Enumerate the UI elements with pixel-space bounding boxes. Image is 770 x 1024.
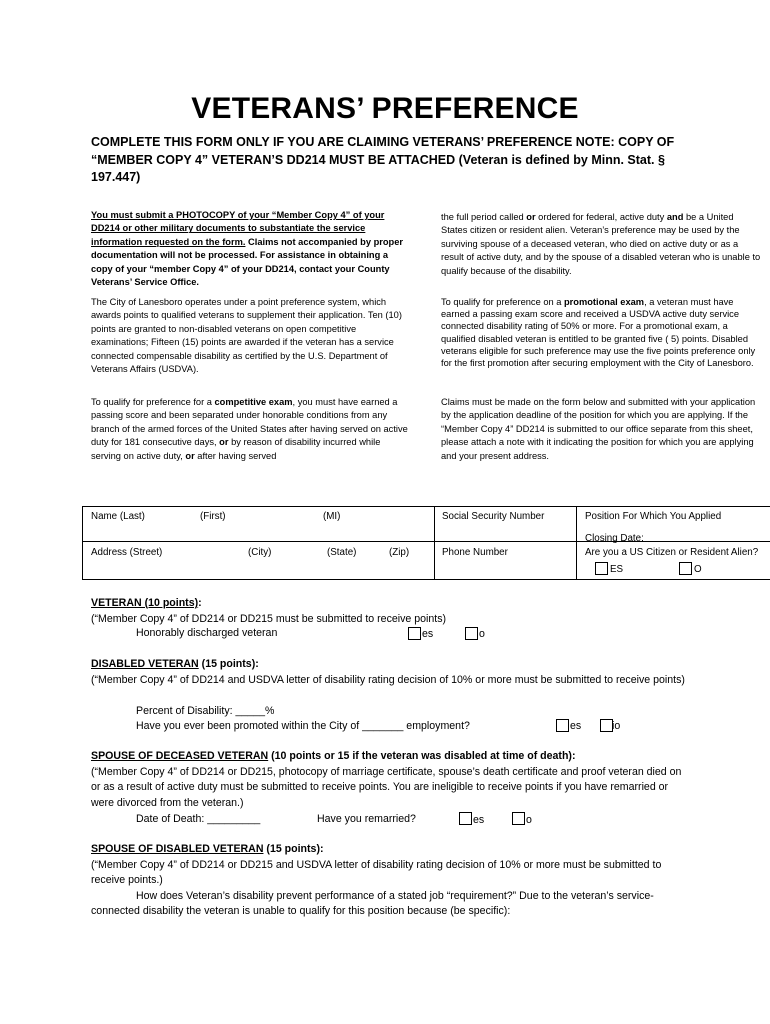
row-divider (83, 541, 770, 542)
right-para-2 (441, 296, 761, 369)
remarried-question: Have you remarried? (317, 813, 416, 825)
citizen-yes-checkbox[interactable] (595, 562, 608, 575)
text-run: , a veteran must have earned a passing exam score and received a USDVA active duty service connected disability rating of 50% or more. For a promotional exam, a qualified disabled veteran is entitled to be granted five ( 5) points. Disabled veterans eligible for such preference may use the five points preference only for the first promotion after securing employment with the City of Lanesboro. (441, 297, 756, 369)
city-label[interactable]: (City) (248, 547, 272, 558)
photocopy-requirement: You must submit a PHOTOCOPY of your “Member Copy 4” of your DD214 or other military documents to substantiate the service information requested on the form. (91, 210, 385, 247)
text-run: , you must have earned a passing score and been separated under honorable conditions from any branch of the armed forces of the United States after having served on active duty for 181 consecutive days, (91, 397, 408, 448)
percent-disability-field[interactable]: Percent of Disability: _____% (136, 705, 275, 717)
closing-date-label[interactable]: Closing Date: (585, 533, 644, 544)
honorable-no-label: o (479, 628, 485, 640)
right-para-1 (441, 211, 761, 278)
promoted-yes-checkbox[interactable] (556, 719, 569, 732)
disabled-spouse-section (91, 842, 691, 920)
address-street-label[interactable]: Address (Street) (91, 547, 163, 558)
honorable-no-checkbox[interactable] (465, 627, 478, 640)
intro-note: COMPLETE THIS FORM ONLY IF YOU ARE CLAIMING VETERANS’ PREFERENCE NOTE: COPY OF “MEMBER COPY 4” VETERAN’S DD214 MUST BE ATTACHED (Veteran is defined by Minn. Stat. § 197.447) (91, 135, 675, 184)
veteran-section (91, 596, 691, 627)
claims-text: Claims must be made on the form below and submitted with your application by the application deadline of the position for which you are applying. If the “Member Copy 4” DD214 is submitted to our office separate from this sheet, please attach a note with it indicating the position for which you are applying and your present address. (441, 397, 756, 461)
text-run: by reason of disability incurred while serving on active duty, (91, 437, 381, 461)
disabled-spouse-note: (“Member Copy 4” of DD214 or DD215 and USDVA letter of disability rating decision of 10% or more must be submitted to receive points.) (91, 858, 662, 887)
citizen-question: Are you a US Citizen or Resident Alien? (585, 547, 759, 558)
text-run-bold: promotional exam (564, 297, 645, 307)
disabled-veteran-heading: DISABLED VETERAN (91, 658, 199, 670)
text-run-bold: or (185, 450, 195, 461)
text-run-bold: or (219, 437, 229, 448)
text-run: the full period called (441, 212, 527, 222)
veteran-note: (“Member Copy 4” of DD214 or DD215 must be submitted to receive points) (91, 612, 447, 625)
citizen-no-label: O (694, 564, 702, 575)
text-run: To qualify for preference on a (441, 297, 564, 307)
documentation-note: Claims not accompanied by proper documentation will not be processed. For assistance in obtaining a copy of your “member Copy 4” of your DD214, contact your County Veterans’ Service Office. (91, 236, 404, 288)
promoted-question: Have you ever been promoted within the City of _______ employment? (136, 720, 470, 732)
citizen-yes-label: ES (610, 564, 624, 575)
deceased-note: (“Member Copy 4” of DD214 or DD215, photocopy of marriage certificate, spouse’s death certificate and proof veteran died on or as a result of active duty must be submitted to receive points. You are ineligible to receive points if you have remarried or were divorced from the veteran.) (91, 765, 682, 809)
text-run-bold: and (666, 212, 684, 222)
point-system-text: The City of Lanesboro operates under a point preference system, which awards points to qualified veterans to supplement their application. Ten (10) points are granted to non-disabled veterans on open competitive examinations; Fifteen (15) points are awarded if the veteran has a service connected compensable disability as certified by the U.S. Department of Veterans Affairs (USDVA). (91, 297, 402, 375)
deceased-spouse-heading: SPOUSE OF DECEASED VETERAN (91, 750, 269, 762)
honorable-yes-label: es (422, 628, 434, 640)
position-label[interactable]: Position For Which You Applied (585, 511, 722, 522)
text-run: To qualify for preference for a (91, 397, 215, 407)
left-para-2 (91, 296, 409, 376)
remarried-yes-checkbox[interactable] (459, 812, 472, 825)
date-of-death-field[interactable]: Date of Death: _________ (136, 813, 261, 825)
page-title: VETERANS’ PREFERENCE (191, 92, 579, 125)
text-run: after having served (194, 450, 277, 461)
disabled-veteran-section (91, 657, 691, 688)
right-para-3 (441, 396, 761, 463)
col-divider (434, 507, 435, 579)
disabled-spouse-points: (15 points): (263, 843, 324, 855)
col-divider (576, 507, 577, 579)
phone-label[interactable]: Phone Number (442, 547, 508, 558)
heading-colon: : (198, 597, 202, 609)
promoted-no-label: io (612, 720, 621, 732)
disabled-spouse-heading: SPOUSE OF DISABLED VETERAN (91, 843, 264, 855)
disabled-note: (“Member Copy 4” of DD214 and USDVA letter of disability rating decision of 10% or more must be submitted to receive points) (91, 673, 685, 686)
applicant-info-table (82, 506, 770, 580)
text-run: be a United States citizen or resident alien. Veteran’s preference may be used by the surviving spouse of a deceased veteran, who died on active duty or as a result of active duty, and by the spouse of a disabled veteran who is unable to qualify because of the disability. (441, 212, 761, 276)
ssn-label[interactable]: Social Security Number (442, 511, 545, 522)
promoted-yes-label: es (570, 720, 582, 732)
zip-label[interactable]: (Zip) (389, 547, 410, 558)
left-para-3 (91, 396, 409, 463)
remarried-no-checkbox[interactable] (512, 812, 525, 825)
deceased-spouse-section (91, 749, 691, 811)
job-requirement-question: How does Veteran’s disability prevent performance of a stated job “requirement?” Due to the veteran’s service-connected disability the veteran is unable to qualify for this position because (be specific): (91, 889, 654, 918)
remarried-yes-label: es (473, 814, 485, 826)
name-last-label[interactable]: Name (Last) (91, 511, 145, 522)
middle-initial-label[interactable]: (MI) (323, 511, 341, 522)
text-run-bold: competitive exam (214, 397, 293, 407)
text-run-bold: or (526, 212, 536, 222)
state-label[interactable]: (State) (327, 547, 357, 558)
first-name-label[interactable]: (First) (200, 511, 226, 522)
veteran-heading: VETERAN (10 points) (91, 597, 199, 609)
disabled-points: (15 points): (198, 658, 259, 670)
honorable-yes-checkbox[interactable] (408, 627, 421, 640)
remarried-no-label: o (526, 814, 532, 826)
text-run: ordered for federal, active duty (535, 212, 667, 222)
left-para-1 (91, 209, 409, 289)
honorable-discharge-question: Honorably discharged veteran (136, 627, 278, 639)
citizen-no-checkbox[interactable] (679, 562, 692, 575)
deceased-points: (10 points or 15 if the veteran was disabled at time of death): (268, 750, 576, 762)
